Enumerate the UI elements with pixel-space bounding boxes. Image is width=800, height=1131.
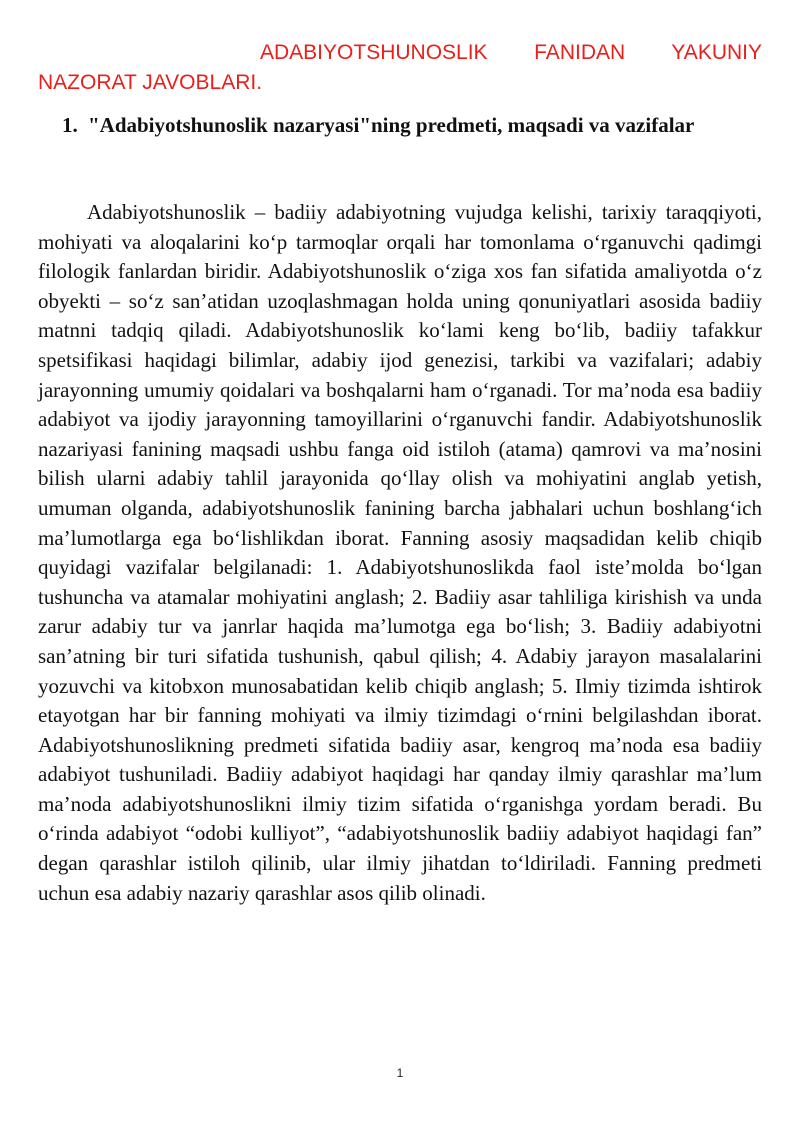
section-number: 1. xyxy=(62,113,78,137)
body-paragraph: Adabiyotshunoslik – badiiy adabiyotning vujudga kelishi, tarixiy taraqqiyoti, mohiyati va aloqalarini ko‘p tarmoqlar orqali har tomonlama o‘rganuvchi qadimgi filologik fanlardan biridir. Adabiyotshunoslik o‘ziga xos fan sifatida amaliyotda o‘z obyekti – so‘z san’atidan uzoqlashmagan holda uning qonuniyatlari asosida badiiy matnni tadqiq qiladi. Adabiyotshunoslik ko‘lami keng bo‘lib, badiiy tafakkur spetsifikasi haqidagi bilimlar, adabiy ijod genezisi, tarkibi va vazifalari; adabiy jarayonning umumiy qoidalari va boshqalarni ham o‘rganadi. Tor ma’noda esa badiiy adabiyot va ijodiy jarayonning tamoyillarini o‘rganuvchi fandir. Adabiyotshunoslik nazariyasi fanining maqsadi ushbu fanga oid istiloh (atama) qamrovi va ma’nosini bilish ularni adabiy tahlil jarayonida qo‘llay olish va mohiyatini anglab yetish, umuman olganda, adabiyotshunoslik fanining barcha jabhalari uchun boshlang‘ich ma’lumotlarga ega bo‘lishlikdan iborat. Fanning asosiy maqsadidan kelib chiqib quyidagi vazifalar belgilanadi: 1. Adabiyotshunoslikda faol iste’molda bo‘lgan tushuncha va atamalar mohiyatini anglash; 2. Badiiy asar tahliliga kirishish va unda zarur adabiy tur va janrlar haqida ma’lumotga ega bo‘lish; 3. Badiiy adabiyotni san’atning bir turi sifatida tushunish, qabul qilish; 4. Adabiy jarayon masalalarini yozuvchi va kitobxon munosabatidan kelib chiqib anglash; 5. Ilmiy tizimda ishtirok etayotgan har bir fanning mohiyati va ilmiy tizimdagi o‘rnini belgilashdan iborat. Adabiyotshunoslikning predmeti sifatida badiiy asar, kengroq ma’noda esa badiiy adabiyot tushuniladi. Badiiy adabiyot haqidagi har qanday ilmiy qarashlar ma’lum ma’noda adabiyotshunoslikni ilmiy tizim sifatida o‘rganishga yordam beradi. Bu o‘rinda adabiyot “odobi kulliyot”, “adabiyotshunoslik badiiy adabiyot haqidagi fan” degan qarashlar istiloh qilinib, ular ilmiy jihatdan to‘ldiriladi. Fanning predmeti uchun esa adabiy nazariy qarashlar asos qilib olinadi. xyxy=(38,200,762,905)
document-title: ADABIYOTSHUNOSLIK FANIDAN YAKUNIY NAZORAT JAVOBLARI. xyxy=(38,41,762,94)
section-heading xyxy=(62,110,762,140)
section-heading-text: "Adabiyotshunoslik nazaryasi"ning predmeti, maqsadi va vazifalar xyxy=(88,113,695,137)
page-number: 1 xyxy=(396,1066,404,1080)
